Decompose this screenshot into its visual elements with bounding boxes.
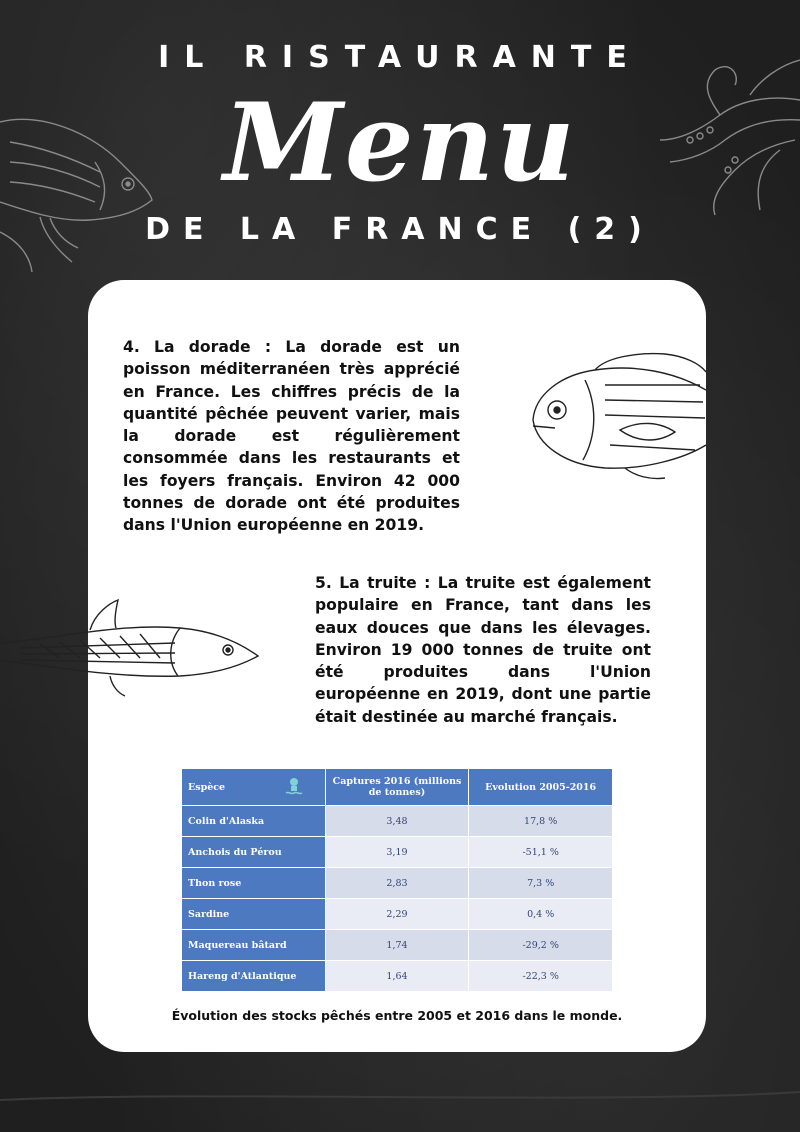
- species-cell: Thon rose: [182, 868, 326, 899]
- evolution-cell: -29,2 %: [469, 930, 613, 961]
- evolution-cell: 0,4 %: [469, 899, 613, 930]
- person-water-icon: [285, 777, 303, 797]
- content-card: [88, 280, 706, 1052]
- captures-cell: 1,74: [325, 930, 469, 961]
- dorade-text: La dorade est un poisson méditerranéen très apprécié en France. Les chiffres précis de la quantité pêchée peuvent varier, mais la dorade est régulièrement consommée dans les restaurants et les foyers français. Environ 42 000 tonnes de dorade ont été produites dans l'Union européenne en 2019.: [123, 338, 460, 535]
- truite-heading: 5. La truite :: [315, 574, 431, 592]
- table-header-row: [182, 769, 613, 806]
- table-row: [182, 806, 613, 837]
- table-row: [182, 899, 613, 930]
- table-header-captures: Captures 2016 (millions de tonnes): [325, 769, 469, 806]
- table-row: [182, 930, 613, 961]
- truite-text: La truite est également populaire en France, tant dans les eaux douces que dans les élevages. Environ 19 000 tonnes de truite ont été produites dans l'Union européenne en 2019, dont une partie était destinée au marché français.: [315, 574, 651, 726]
- table-header-label: Espèce: [188, 781, 226, 793]
- captures-cell: 3,48: [325, 806, 469, 837]
- evolution-cell: -51,1 %: [469, 837, 613, 868]
- evolution-cell: -22,3 %: [469, 961, 613, 992]
- fish-stocks-table: [181, 768, 613, 992]
- truite-paragraph: [315, 572, 651, 728]
- trout-fish-icon: [0, 598, 260, 698]
- species-cell: Anchois du Pérou: [182, 837, 326, 868]
- captures-cell: 2,83: [325, 868, 469, 899]
- table-header-species: [182, 769, 326, 806]
- table-row: [182, 961, 613, 992]
- species-cell: Colin d'Alaska: [182, 806, 326, 837]
- dorade-heading: 4. La dorade :: [123, 338, 272, 356]
- dorade-paragraph: [123, 336, 460, 537]
- chalk-line-decoration: [0, 1080, 800, 1110]
- species-cell: Sardine: [182, 899, 326, 930]
- table-row: [182, 837, 613, 868]
- dorade-fish-icon: [525, 350, 706, 485]
- species-cell: Maquereau bâtard: [182, 930, 326, 961]
- captures-cell: 3,19: [325, 837, 469, 868]
- menu-title: Menu: [223, 80, 577, 206]
- table-header-evolution: Evolution 2005-2016: [469, 769, 613, 806]
- captures-cell: 2,29: [325, 899, 469, 930]
- table-caption: Évolution des stocks pêchés entre 2005 et 2016 dans le monde.: [171, 1008, 623, 1023]
- table-row: [182, 868, 613, 899]
- species-cell: Hareng d'Atlantique: [182, 961, 326, 992]
- evolution-cell: 17,8 %: [469, 806, 613, 837]
- evolution-cell: 7,3 %: [469, 868, 613, 899]
- menu-subtitle: DE LA FRANCE (2): [145, 212, 655, 247]
- captures-cell: 1,64: [325, 961, 469, 992]
- restaurant-name: IL RISTAURANTE: [158, 40, 642, 75]
